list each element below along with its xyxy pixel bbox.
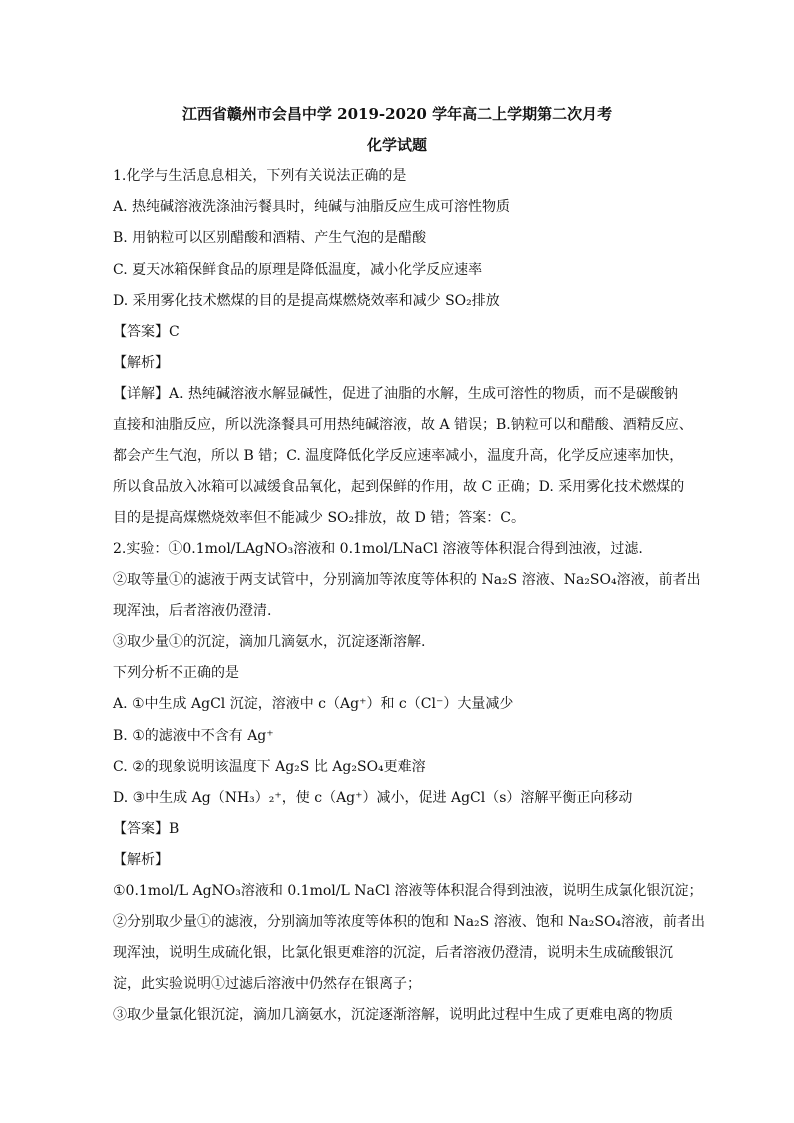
q2-stem-line: ③取少量①的沉淀，滴加几滴氨水，沉淀逐渐溶解.	[113, 634, 426, 650]
q1-analysis-line: 都会产生气泡，所以 B 错；C. 温度降低化学反应速率减小，温度升高，化学反应速率加快，	[113, 448, 684, 464]
q2-stem-line: 现浑浊，后者溶液仍澄清.	[113, 603, 272, 619]
q1-option-d: D. 采用雾化技术燃煤的目的是提高煤燃烧效率和减少 SO₂排放	[113, 293, 500, 309]
q1-analysis-line: 直接和油脂反应，所以洗涤餐具可用热纯碱溶液，故 A 错误；B.钠粒可以和醋酸、酒精反应、	[113, 417, 693, 433]
q2-analysis-line: 淀，此实验说明①过滤后溶液中仍然存在银离子；	[113, 976, 421, 992]
q1-stem: 1.化学与生活息息相关，下列有关说法正确的是	[113, 168, 407, 184]
q2-analysis-line: ③取少量氯化银沉淀，滴加几滴氨水，沉淀逐渐溶解，说明此过程中生成了更难电离的物质	[113, 1007, 673, 1023]
q2-option-d: D. ③中生成 Ag（NH₃）₂⁺，使 c（Ag⁺）减小，促进 AgCl（s）溶解平衡正向移动	[113, 790, 633, 806]
q2-analysis-line: 现浑浊，说明生成硫化银，比氯化银更难溶的沉淀，后者溶液仍澄清，说明未生成硫酸银沉	[113, 945, 673, 961]
q2-analysis-line: ②分别取少量①的滤液，分别滴加等浓度等体积的饱和 Na₂S 溶液、饱和 Na₂SO₄溶液，前者出	[113, 914, 706, 930]
q2-option-b: B. ①的滤液中不含有 Ag⁺	[113, 728, 274, 744]
q1-analysis-heading: 【解析】	[113, 355, 169, 371]
document-subtitle: 化学试题	[366, 136, 427, 154]
q1-analysis-line: 所以食品放入冰箱可以减缓食品氧化，起到保鲜的作用，故 C 正确；D. 采用雾化技术燃煤的	[113, 479, 685, 495]
q1-analysis-line: 目的是提高煤燃烧效率但不能减少 SO₂排放，故 D 错；答案：C。	[113, 510, 525, 526]
q2-stem-line: 下列分析不正确的是	[113, 665, 239, 681]
q1-analysis-line: 【详解】A. 热纯碱溶液水解显碱性，促进了油脂的水解，生成可溶性的物质，而不是碳酸钠	[113, 386, 679, 402]
q1-answer: 【答案】C	[113, 324, 180, 340]
q2-analysis-line: ①0.1mol/L AgNO₃溶液和 0.1mol/L NaCl 溶液等体积混合得到浊液，说明生成氯化银沉淀；	[113, 883, 703, 899]
q2-analysis-heading: 【解析】	[113, 852, 169, 868]
document-title: 江西省赣州市会昌中学 2019-2020 学年高二上学期第二次月考	[181, 105, 613, 123]
q1-option-a: A. 热纯碱溶液洗涤油污餐具时，纯碱与油脂反应生成可溶性物质	[113, 199, 511, 215]
q1-option-c: C. 夏天冰箱保鲜食品的原理是降低温度，减小化学反应速率	[113, 262, 483, 278]
q2-stem-line: ②取等量①的滤液于两支试管中，分别滴加等浓度等体积的 Na₂S 溶液、Na₂SO₄溶液，前者出	[113, 572, 701, 588]
q2-option-a: A. ①中生成 AgCl 沉淀，溶液中 c（Ag⁺）和 c（Cl⁻）大量减少	[113, 696, 514, 712]
q1-option-b: B. 用钠粒可以区别醋酸和酒精、产生气泡的是醋酸	[113, 230, 427, 246]
q2-answer: 【答案】B	[113, 821, 180, 837]
q2-stem-line: 2.实验：①0.1mol/LAgNO₃溶液和 0.1mol/LNaCl 溶液等体积混合得到浊液，过滤.	[113, 541, 643, 557]
q2-option-c: C. ②的现象说明该温度下 Ag₂S 比 Ag₂SO₄更难溶	[113, 759, 426, 775]
